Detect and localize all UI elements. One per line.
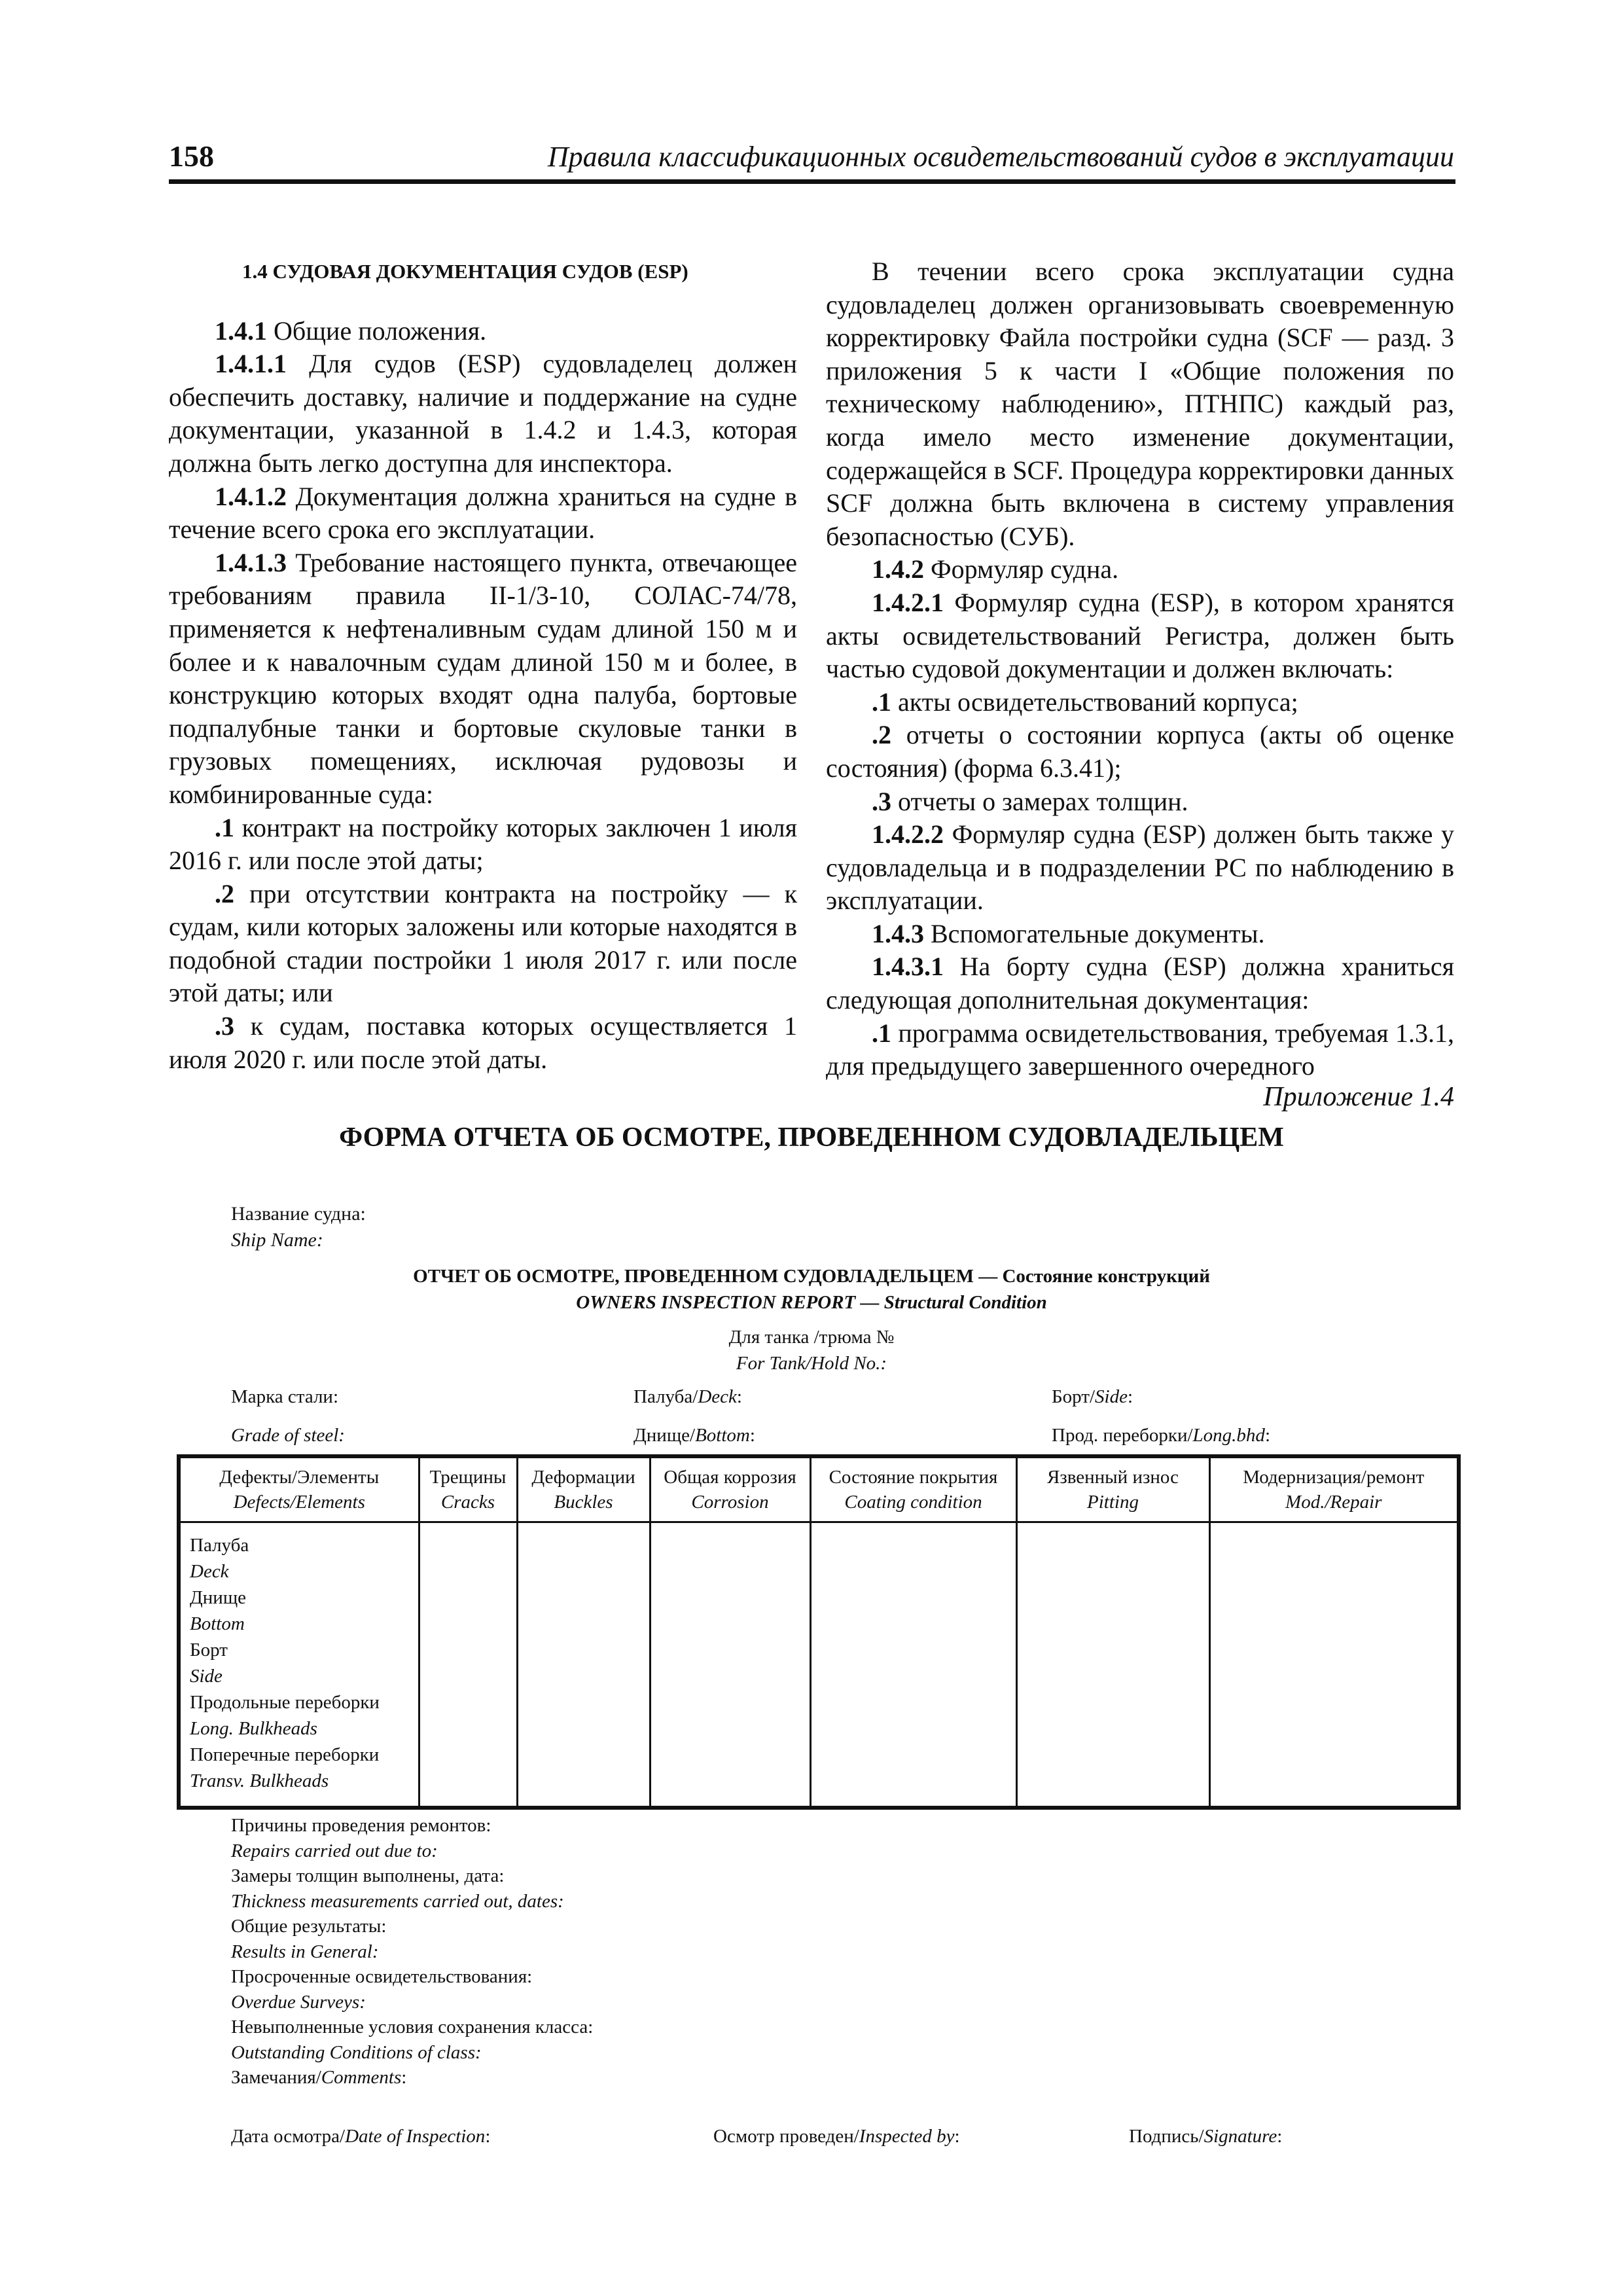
note-label-en: Results in General:: [231, 1941, 379, 1962]
row-label-en: Bottom: [190, 1613, 245, 1634]
cracks-cell[interactable]: [419, 1522, 517, 1808]
coating-cell[interactable]: [810, 1522, 1016, 1808]
grade-label-en: Grade of steel:: [231, 1425, 345, 1446]
column-header-pitting: Язвенный износ Pitting: [1016, 1456, 1209, 1522]
table-row: [179, 1522, 1459, 1808]
column-header-buckles: Деформации Buckles: [517, 1456, 650, 1522]
running-title: Правила классификационных освидетельствований судов в эксплуатации: [547, 141, 1454, 173]
tank-hold-field: [0, 1324, 1623, 1376]
left-column: [169, 255, 797, 1076]
form-title: ФОРМА ОТЧЕТА ОБ ОСМОТРЕ, ПРОВЕДЕННОМ СУДОВЛАДЕЛЬЦЕМ: [339, 1122, 1284, 1153]
report-title-ru: ОТЧЕТ ОБ ОСМОТРЕ, ПРОВЕДЕННОМ СУДОВЛАДЕЛЬЦЕМ — Состояние конструкций: [413, 1266, 1210, 1287]
row-label-ru: Днище: [190, 1587, 247, 1608]
note-label-ru: Замеры толщин выполнены, дата:: [231, 1865, 505, 1886]
paragraph-1-4-3-1: 1.4.3.1 На борту судна (ESP) должна храниться следующая дополнительная документация:: [826, 952, 1455, 1015]
row-label-ru: Борт: [190, 1640, 228, 1660]
side-label: Борт/Side:: [1052, 1386, 1133, 1407]
ship-name-field: [231, 1201, 366, 1253]
note-label-en: Thickness measurements carried out, dates:: [231, 1890, 564, 1912]
column-header-corrosion: Общая коррозия Corrosion: [650, 1456, 810, 1522]
note-label-en: Overdue Surveys:: [231, 1991, 366, 2013]
row-label-ru: Палуба: [190, 1535, 249, 1556]
column-header-defects: Дефекты/Элементы Defects/Elements: [179, 1456, 419, 1522]
row-label-ru: Продольные переборки: [190, 1692, 380, 1713]
bottom-label: Днище/Bottom:: [633, 1425, 755, 1446]
row-label-en: Long. Bulkheads: [190, 1718, 317, 1739]
page-number: 158: [169, 139, 214, 173]
ship-name-label-en: Ship Name:: [231, 1229, 323, 1251]
longbhd-label: Прод. переборки/Long.bhd:: [1052, 1425, 1270, 1446]
paragraph-1-4-1: 1.4.1 Общие положения.: [215, 315, 487, 346]
list-item-1b: .1 программа освидетельствования, требуемая 1.3.1, для предыдущего завершенного очередного: [826, 1018, 1454, 1081]
section-title: 1.4 СУДОВАЯ ДОКУМЕНТАЦИЯ СУДОВ (ESP): [242, 260, 688, 283]
tank-label-en: For Tank/Hold No.:: [736, 1353, 887, 1374]
tank-label-ru: Для танка /трюма №: [728, 1327, 895, 1348]
ship-name-label-ru: Название судна:: [231, 1203, 366, 1225]
note-label-ru: Невыполненные условия сохранения класса:: [231, 2017, 594, 2037]
form-notes: [231, 1813, 593, 2090]
report-title-en: OWNERS INSPECTION REPORT — Structural Condition: [576, 1292, 1047, 1313]
header-rule: [169, 179, 1455, 184]
report-title: [0, 1263, 1623, 1316]
list-item-2: .2 отчеты о состоянии корпуса (акты об оценке состояния) (форма 6.3.41);: [826, 720, 1454, 783]
side-longbhd-field: [1052, 1378, 1270, 1455]
note-label-ru: Общие результаты:: [231, 1916, 387, 1937]
row-label-en: Transv. Bulkheads: [190, 1770, 329, 1791]
inspected-by-label: Осмотр проведен/Inspected by:: [713, 2126, 960, 2147]
appendix-label: Приложение 1.4: [1263, 1082, 1454, 1112]
grade-of-steel-field: [231, 1378, 345, 1455]
list-item-3: .3 отчеты о замерах толщин.: [872, 786, 1188, 816]
column-header-cracks: Трещины Cracks: [419, 1456, 517, 1522]
paragraph-1-4-1-3: 1.4.1.3 Требование настоящего пункта, отвечающее требованиям правила II-1/3-10, СОЛАС-74/78, применяется к нефтеналивным судам длиной 150 м и более и к навалочным судам длиной 150 м и более, в конструкцию которых входят одна палуба, бортовые подпалубные танки и бортовые скуловые танки в грузовых помещениях, исключая рудовозы и комбинированные суда:: [169, 547, 798, 809]
comments-label: Замечания/Comments:: [231, 2067, 407, 2088]
note-label-ru: Причины проведения ремонтов:: [231, 1815, 491, 1836]
paragraph-1-4-2: 1.4.2 Формуляр судна.: [872, 554, 1119, 584]
paragraph-1-4-2-2: 1.4.2.2 Формуляр судна (ESP) должен быть также у судовладельца и в подразделении РС по наблюдению в эксплуатации.: [826, 819, 1455, 916]
list-item-1: .1 акты освидетельствований корпуса;: [872, 687, 1298, 717]
list-item-3: .3 к судам, поставка которых осуществляется 1 июля 2020 г. или после этой даты.: [169, 1011, 797, 1074]
signature-label: Подпись/Signature:: [1129, 2126, 1283, 2147]
list-item-1: .1 контракт на постройку которых заключен 1 июля 2016 г. или после этой даты;: [169, 812, 797, 876]
note-label-ru: Просроченные освидетельствования:: [231, 1966, 533, 1987]
grade-label-ru: Марка стали:: [231, 1386, 339, 1407]
paragraph-1-4-3: 1.4.3 Вспомогательные документы.: [872, 918, 1265, 948]
row-label-en: Side: [190, 1666, 223, 1687]
paragraph-1-4-1-2: 1.4.1.2 Документация должна храниться на судне в течение всего срока его эксплуатации.: [169, 481, 798, 545]
column-header-repair: Модернизация/ремонт Mod./Repair: [1209, 1456, 1459, 1522]
deck-bottom-field: [633, 1378, 755, 1455]
repair-cell[interactable]: [1209, 1522, 1459, 1808]
row-label-en: Deck: [190, 1561, 229, 1582]
table-header-row: [179, 1456, 1459, 1522]
list-item-2: .2 при отсутствии контракта на постройку — к судам, кили которых заложены или которые находятся в подобной стадии постройки 1 июля 2017 г. или после этой даты; или: [169, 878, 798, 1008]
inspection-table: [177, 1454, 1461, 1810]
paragraph-scf: В течении всего срока эксплуатации судна судовладелец должен организовывать своевременную корректировку Файла постройки судна (SCF — разд. 3 приложения 5 к части I «Общие положения по техническому наблюдению», ПТНПС) каждый раз, когда имело место изменение документации, содержащейся в SCF. Процедура корректировки данных SCF должна быть включена в систему управления безопасностью (СУБ).: [826, 257, 1454, 551]
corrosion-cell[interactable]: [650, 1522, 810, 1808]
paragraph-1-4-2-1: 1.4.2.1 Формуляр судна (ESP), в котором хранятся акты освидетельствований Регистра, должен быть частью судовой документации и должен включать:: [826, 587, 1455, 684]
row-label-ru: Поперечные переборки: [190, 1744, 380, 1765]
deck-label: Палуба/Deck:: [633, 1386, 742, 1407]
elements-cell: [179, 1522, 419, 1808]
buckles-cell[interactable]: [517, 1522, 650, 1808]
paragraph-1-4-1-1: 1.4.1.1 Для судов (ESP) судовладелец должен обеспечить доставку, наличие и поддержание на судне документации, указанной в 1.4.2 и 1.4.3, которая должна быть легко доступна для инспектора.: [169, 349, 798, 478]
pitting-cell[interactable]: [1016, 1522, 1209, 1808]
date-of-inspection-label: Дата осмотра/Date of Inspection:: [231, 2126, 491, 2147]
note-label-en: Repairs carried out due to:: [231, 1840, 438, 1861]
right-column: [826, 255, 1454, 1083]
column-header-coating: Состояние покрытия Coating condition: [810, 1456, 1016, 1522]
note-label-en: Outstanding Conditions of class:: [231, 2041, 482, 2063]
